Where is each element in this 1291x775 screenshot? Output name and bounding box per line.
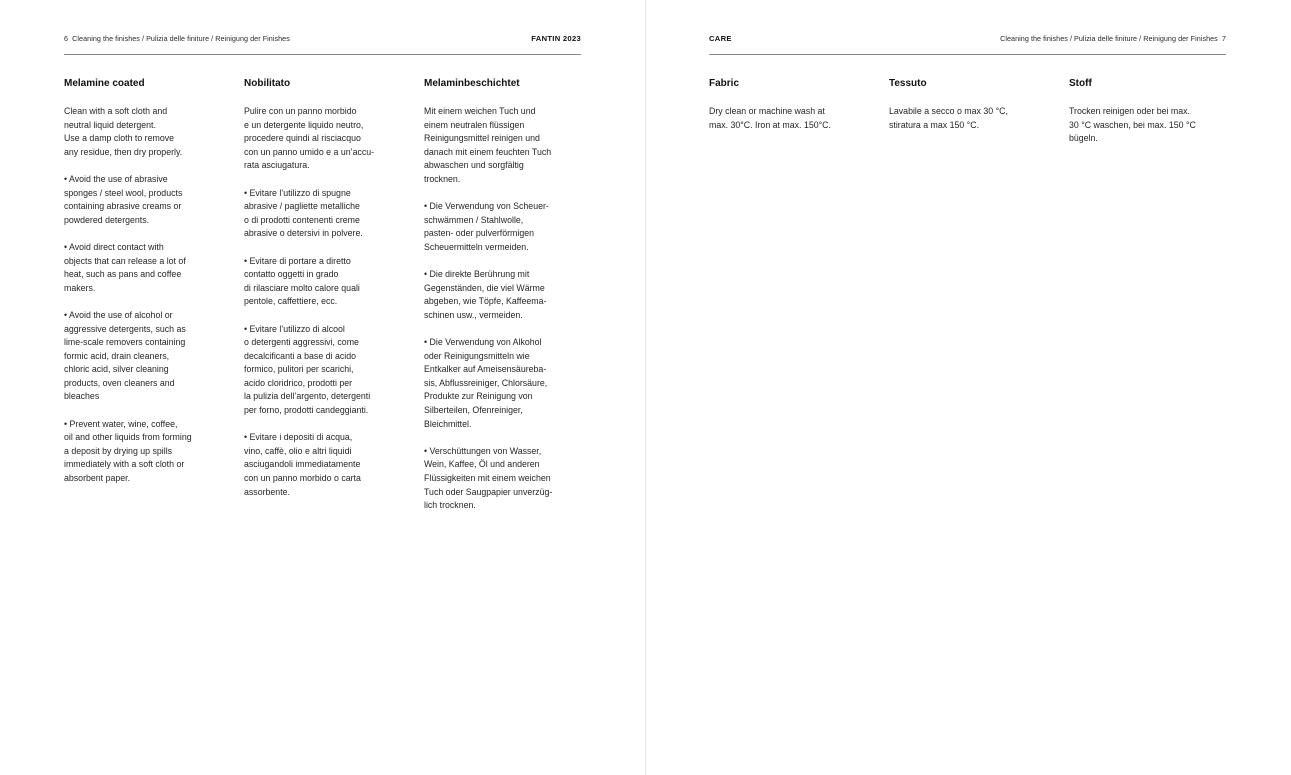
column-title: Stoff bbox=[1069, 78, 1092, 89]
paragraph: Mit einem weichen Tuch und einem neutralen flüssigen Reinigungsmittel reinigen und danach mit einem feuchten Tuch abwaschen und sorgfältig trocknen. bbox=[424, 106, 552, 184]
paragraph: Lavabile a secco o max 30 °C, stiratura a max 150 °C. bbox=[889, 106, 1008, 130]
column-title: Tessuto bbox=[889, 78, 927, 89]
right-page bbox=[645, 0, 1290, 775]
paragraph: • Avoid the use of abrasive sponges / steel wool, products containing abrasive creams or powdered detergents. bbox=[64, 173, 183, 225]
right-running-head bbox=[709, 32, 1226, 44]
left-header-title bbox=[64, 34, 290, 43]
paragraph: • Die direkte Berührung mit Gegenständen, die viel Wärme abgeben, wie Töpfe, Kaffeema- schinen usw., vermeiden. bbox=[424, 269, 547, 320]
paragraph: • Evitare i depositi di acqua, vino, caffè, olio e altri liquidi asciugandoli immediatamente con un panno morbido o carta assorbente. bbox=[244, 432, 361, 497]
right-columns bbox=[709, 77, 1226, 159]
column-title: Melaminbeschichtet bbox=[424, 78, 520, 89]
brand-label: FANTIN 2023 bbox=[531, 33, 581, 43]
column-melaminbeschichtet bbox=[424, 77, 604, 526]
right-header-rule bbox=[709, 54, 1226, 55]
right-page-number: 7 bbox=[1221, 33, 1226, 43]
paragraph: Dry clean or machine wash at max. 30°C. Iron at max. 150°C. bbox=[709, 106, 831, 130]
paragraph: • Avoid direct contact with objects that can release a lot of heat, such as pans and coffee makers. bbox=[64, 241, 186, 293]
column-fabric bbox=[709, 77, 889, 159]
paragraph: • Die Verwendung von Alkohol oder Reinigungsmitteln wie Entkalker auf Ameisensäureba- sis, Abflussreiniger, Chlorsäure, Produkte zur Reinigung von Silberteilen, Ofenreiniger, Bleichmittel. bbox=[424, 337, 548, 429]
left-running-head bbox=[64, 32, 581, 44]
right-header-title bbox=[1000, 34, 1226, 43]
column-title: Fabric bbox=[709, 78, 740, 89]
paragraph: • Evitare di portare a diretto contatto oggetti in grado di rilasciare molto calore quali pentole, caffettiere, ecc. bbox=[244, 255, 360, 307]
column-tessuto bbox=[889, 77, 1069, 159]
column-nobilitato bbox=[244, 77, 424, 526]
paragraph: Trocken reinigen oder bei max. 30 °C waschen, bei max. 150 °C bügeln. bbox=[1069, 106, 1196, 144]
paragraph: • Die Verwendung von Scheuer- schwämmen / Stahlwolle, pasten- oder pulverförmigen Scheuermitteln vermeiden. bbox=[424, 201, 549, 252]
left-section-title: Cleaning the finishes / Pulizia delle finiture / Reinigung der Finishes bbox=[72, 33, 290, 43]
column-title: Nobilitato bbox=[244, 78, 291, 89]
column-title: Melamine coated bbox=[64, 78, 145, 89]
column-melamine-coated bbox=[64, 77, 244, 526]
paragraph: • Avoid the use of alcohol or aggressive detergents, such as lime-scale removers containing formic acid, drain cleaners, chloric acid, silver cleaning products, oven cleaners and bleaches bbox=[64, 309, 186, 402]
paragraph: Clean with a soft cloth and neutral liquid detergent. Use a damp cloth to remove any residue, then dry properly. bbox=[64, 106, 183, 157]
paragraph: • Prevent water, wine, coffee, oil and other liquids from forming a deposit by drying up spills immediately with a soft cloth or absorbent paper. bbox=[64, 418, 192, 484]
left-header-rule bbox=[64, 54, 581, 55]
left-page bbox=[0, 0, 645, 775]
left-page-number: 6 bbox=[64, 33, 69, 43]
paragraph: • Evitare l’utilizzo di alcool o detergenti aggressivi, come decalcificanti a base di acido formico, pulitori per scarichi, acido cloridrico, prodotti per la pulizia dell’argento, detergenti per forno, prodotti candeggianti. bbox=[244, 323, 371, 416]
section-label: CARE bbox=[709, 33, 732, 43]
paragraph: • Verschüttungen von Wasser, Wein, Kaffee, Öl und anderen Flüssigkeiten mit einem weichen Tuch oder Saugpapier unverzüg- lich trocknen. bbox=[424, 445, 553, 511]
right-section-title: Cleaning the finishes / Pulizia delle finiture / Reinigung der Finishes bbox=[1000, 33, 1218, 43]
left-columns bbox=[64, 77, 581, 526]
paragraph: • Evitare l’utilizzo di spugne abrasive / pagliette metalliche o di prodotti contenenti creme abrasive o detersivi in polvere. bbox=[244, 187, 363, 239]
paragraph: Pulire con un panno morbido e un detergente liquido neutro, procedere quindi al risciacquo con un panno umido e a un’accu- rata asciugatura. bbox=[244, 106, 375, 171]
column-stoff bbox=[1069, 77, 1249, 159]
